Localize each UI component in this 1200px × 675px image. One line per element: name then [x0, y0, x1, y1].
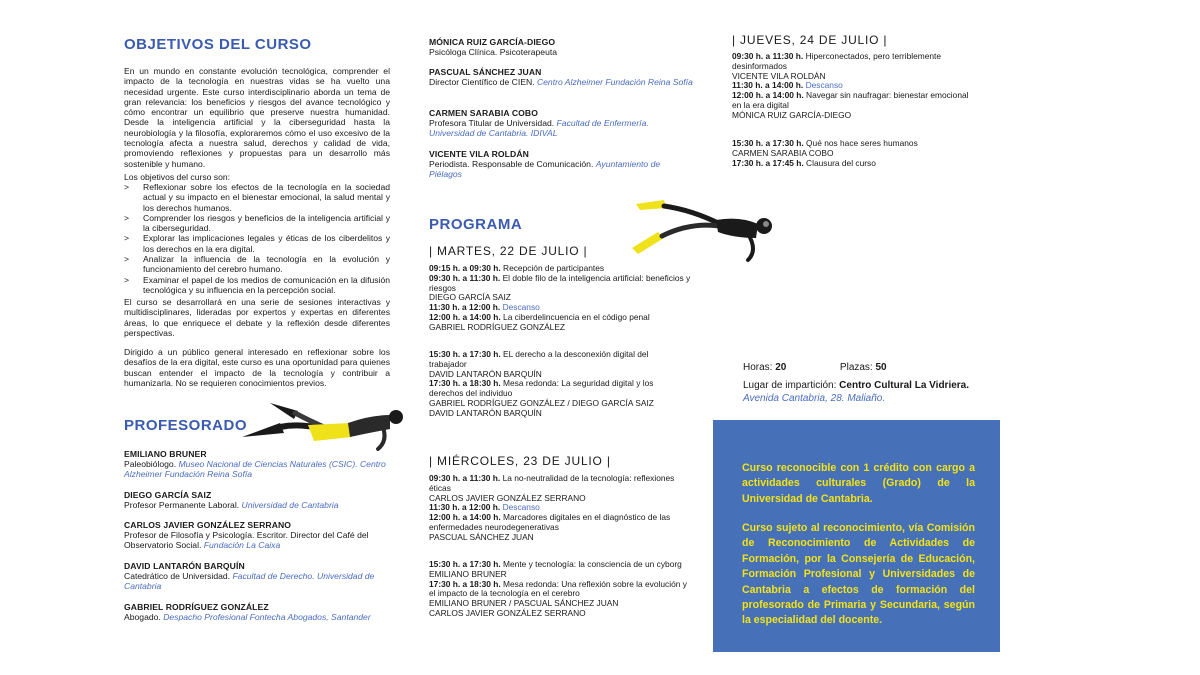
profesor-affiliation: Facultad de Derecho. Universidad de Cantabria [124, 570, 375, 591]
session-speaker: MÓNICA RUIZ GARCÍA-DIEGO [732, 109, 852, 120]
session: 09:30 h. a 11:30 h. La no-neutralidad de la tecnología: reflexiones éticas [429, 473, 675, 493]
profesor-role: Profesor de Filosofía y Psicología. Escritor. Director del Café del Observatorio Social. [124, 529, 369, 550]
session: 15:30 h. a 17:30 h. Mente y tecnología: la consciencia de un cyborg [429, 559, 682, 569]
profesor-name: CARLOS JAVIER GONZÁLEZ SERRANO [124, 520, 292, 530]
profesor-role: Paleobiólogo. [124, 458, 177, 469]
objetivos-paragraph-2: El curso se desarrollará en una serie de sesiones interactivas y multidisciplinares, lideradas por expertos y expertas en diferentes áreas, lo que enriquece el debate y la reflexión desde diferentes perspectivas. [124, 297, 390, 338]
day-schedule-martes [429, 264, 697, 333]
profesor-name: GABRIEL RODRÍGUEZ GONZÁLEZ [124, 602, 269, 612]
list-item: > Analizar la influencia de la tecnología en la evolución y funcionamiento del cerebro humano. [124, 254, 390, 275]
day-heading-jueves: | JUEVES, 24 DE JULIO | [732, 33, 888, 47]
profesor-entry [124, 603, 390, 623]
session: 11:30 h. a 12:00 h. Descanso [429, 502, 540, 513]
session: 11:30 h. a 12:00 h. Descanso [429, 302, 540, 313]
profesor-role: Profesora Titular de Universidad. [429, 117, 555, 128]
session: 12:00 h. a 14:00 h. La ciberdelincuencia en el código penal [429, 311, 650, 322]
plazas-label: Plazas: [839, 362, 873, 373]
profesor-entry [124, 521, 390, 550]
profesor-name: DIEGO GARCÍA SAIZ [124, 490, 212, 500]
diver-illustration-1 [240, 393, 405, 455]
profesor-name: EMILIANO BRUNER [124, 449, 207, 459]
session-speaker: CARMEN SARABIA COBO [732, 147, 834, 158]
plazas-value: 50 [875, 362, 887, 373]
profesor-affiliation: Centro Alzheimer Fundación Reina Sofía [536, 76, 693, 87]
profesor-name: VICENTE VILA ROLDÁN [429, 149, 529, 159]
session: 09:30 h. a 11:30 h. Hiperconectados, pero terriblemente desinformados [732, 51, 942, 71]
profesor-name: PASCUAL SÁNCHEZ JUAN [429, 67, 542, 77]
profesor-affiliation: Fundación La Caixa [203, 539, 281, 550]
credit-text-2: Curso sujeto al reconocimiento, vía Comisión de Reconocimiento de Actividades de Formación, por la Consejería de Educación, Formación Profesional y Universidades de Cantabria a efectos de formación del profesorado de Primaria y Secundaria, según la especialidad del docente. [742, 522, 975, 627]
profesor-entry [429, 150, 695, 179]
day-schedule-jueves [732, 52, 972, 121]
session-speaker: DAVID LANTARÓN BARQUÍN [429, 368, 542, 379]
session: 17:30 h. a 18:30 h. Mesa redonda: La seguridad digital y los derechos del individuo [429, 378, 654, 399]
profesorado-title: PROFESORADO [124, 417, 248, 434]
session-speaker: CARLOS JAVIER GONZÁLEZ SERRANO [429, 492, 586, 503]
profesor-entry [124, 491, 390, 511]
session: 11:30 h. a 14:00 h. Descanso [732, 80, 843, 91]
diver-illustration-2 [630, 194, 780, 264]
session-speaker: DAVID LANTARÓN BARQUÍN [429, 407, 542, 418]
session: 12:00 h. a 14:00 h. Marcadores digitales en el diagnóstico de las enfermedades neurodegenerativas [429, 512, 671, 532]
profesor-name: DAVID LANTARÓN BARQUÍN [124, 561, 245, 571]
day-schedule-miercoles-afternoon [429, 560, 691, 619]
objetivos-paragraph-3: Dirigido a un público general interesado en reflexionar sobre los desafíos de la era digital, este curso es una oportunidad para quienes buscan entender el impacto de la tecnología y contribuir a humanizarla. No se requieren conocimientos previos. [124, 347, 390, 388]
programa-title: PROGRAMA [429, 216, 523, 233]
profesor-entry [124, 562, 390, 591]
list-item: > Explorar las implicaciones legales y éticas de los ciberdelitos y los derechos en la era digital. [124, 233, 390, 254]
session: 12:00 h. a 14:00 h. Navegar sin naufragar: bienestar emocional en la era digital [732, 90, 969, 110]
session-speaker: VICENTE VILA ROLDÁN [732, 70, 826, 81]
day-heading-miercoles: | MIÉRCOLES, 23 DE JULIO | [429, 454, 611, 468]
horas-value: 20 [775, 362, 787, 373]
direccion: Avenida Cantabria, 28. Maliaño. [743, 393, 886, 404]
profesor-affiliation: Despacho Profesional Fontecha Abogados, Santander [163, 611, 371, 622]
session-speaker: EMILIANO BRUNER / PASCUAL SÁNCHEZ JUAN [429, 598, 619, 609]
session: 17:30 h. a 18:30 h. Mesa redonda: Una reflexión sobre la evolución y el impacto de la tecnología en el cerebro [429, 578, 687, 599]
course-info [743, 361, 1005, 405]
session: 09:15 h. a 09:30 h. Recepción de participantes [429, 263, 605, 273]
session-speaker: DIEGO GARCÍA SAIZ [429, 292, 511, 303]
profesor-role: Catedrático de Universidad. [124, 570, 231, 581]
objetivos-title: OBJETIVOS DEL CURSO [124, 36, 312, 53]
profesor-entry [429, 109, 695, 138]
profesor-entry [429, 68, 695, 88]
lugar-label: Lugar de impartición: [743, 380, 837, 391]
profesor-role: Psicóloga Clínica. Psicoterapeuta [429, 46, 558, 57]
session: 17:30 h. a 17:45 h. Clausura del curso [732, 157, 876, 168]
session-speaker: CARLOS JAVIER GONZÁLEZ SERRANO [429, 607, 586, 618]
session-speaker: EMILIANO BRUNER [429, 568, 507, 579]
day-schedule-jueves-afternoon [732, 139, 972, 168]
day-heading-martes: | MARTES, 22 DE JULIO | [429, 244, 588, 258]
profesor-affiliation: Museo Nacional de Ciencias Naturales (CSIC). Centro Alzheimer Fundación Reina Sofía [124, 458, 386, 479]
profesor-role: Profesor Permanente Laboral. [124, 499, 240, 510]
objetivos-list-intro: Los objetivos del curso son: [124, 172, 231, 182]
credit-box [713, 420, 1000, 652]
profesor-entry [429, 38, 695, 58]
horas-label: Horas: [743, 362, 773, 373]
session: 15:30 h. a 17:30 h. EL derecho a la desconexión digital del trabajador [429, 349, 649, 369]
profesor-affiliation: Ayuntamiento de Piélagos [429, 158, 661, 179]
profesor-role: Abogado. [124, 611, 161, 622]
session-speaker: GABRIEL RODRÍGUEZ GONZÁLEZ / DIEGO GARCÍA SAIZ [429, 397, 654, 408]
profesor-name: MÓNICA RUIZ GARCÍA-DIEGO [429, 37, 556, 47]
profesor-name: CARMEN SARABIA COBO [429, 108, 539, 118]
session: 15:30 h. a 17:30 h. Qué nos hace seres humanos [732, 138, 918, 148]
objetivos-intro: En un mundo en constante evolución tecnológica, comprender el impacto de la tecnología en nuestras vidas se ha vuelto una necesidad urgente. Este curso interdisciplinario aborda un tema de gran relevancia: los beneficios y riesgos del avance tecnológico y cómo encontrar un equilibrio que preserve nuestra humanidad. Desde la inteligencia artificial y la ciberseguridad hasta la neurobiología y la filosofía, exploraremos cómo el uso excesivo de la tecnología afecta a nuestra salud, derechos y calidad de vida, promoviendo reflexiones y propuestas para un desarrollo más sostenible y humano. [124, 66, 390, 169]
lugar-value: Centro Cultural La Vidriera. [839, 380, 970, 391]
list-item: > Reflexionar sobre los efectos de la tecnología en la sociedad actual y su impacto en el bienestar emocional, la salud mental y los derechos humanos. [124, 182, 390, 213]
session-speaker: GABRIEL RODRÍGUEZ GONZÁLEZ [429, 321, 566, 332]
objetivos-list [124, 182, 390, 295]
list-item: > Comprender los riesgos y beneficios de la inteligencia artificial y la ciberseguridad. [124, 212, 390, 234]
profesor-affiliation: Facultad de Enfermería. Universidad de Cantabria. IDIVAL [429, 117, 649, 138]
profesor-affiliation: Universidad de Cantabria [241, 499, 339, 510]
session: 09:30 h. a 11:30 h. El doble filo de la inteligencia artificial: beneficios y riesgos [429, 272, 691, 293]
session-speaker: PASCUAL SÁNCHEZ JUAN [429, 531, 534, 542]
profesor-role: Periodista. Responsable de Comunicación. [429, 158, 594, 169]
credit-text-1: Curso reconocible con 1 crédito con cargo a actividades culturales (Grado) de la Universidad de Cantabria. [742, 462, 975, 505]
day-schedule-miercoles [429, 474, 691, 543]
list-item: > Examinar el papel de los medios de comunicación en la difusión tecnológica y su influencia en la percepción social. [124, 274, 390, 295]
profesor-role: Director Científico de CIEN. [429, 76, 535, 87]
day-schedule-martes-afternoon [429, 350, 679, 419]
